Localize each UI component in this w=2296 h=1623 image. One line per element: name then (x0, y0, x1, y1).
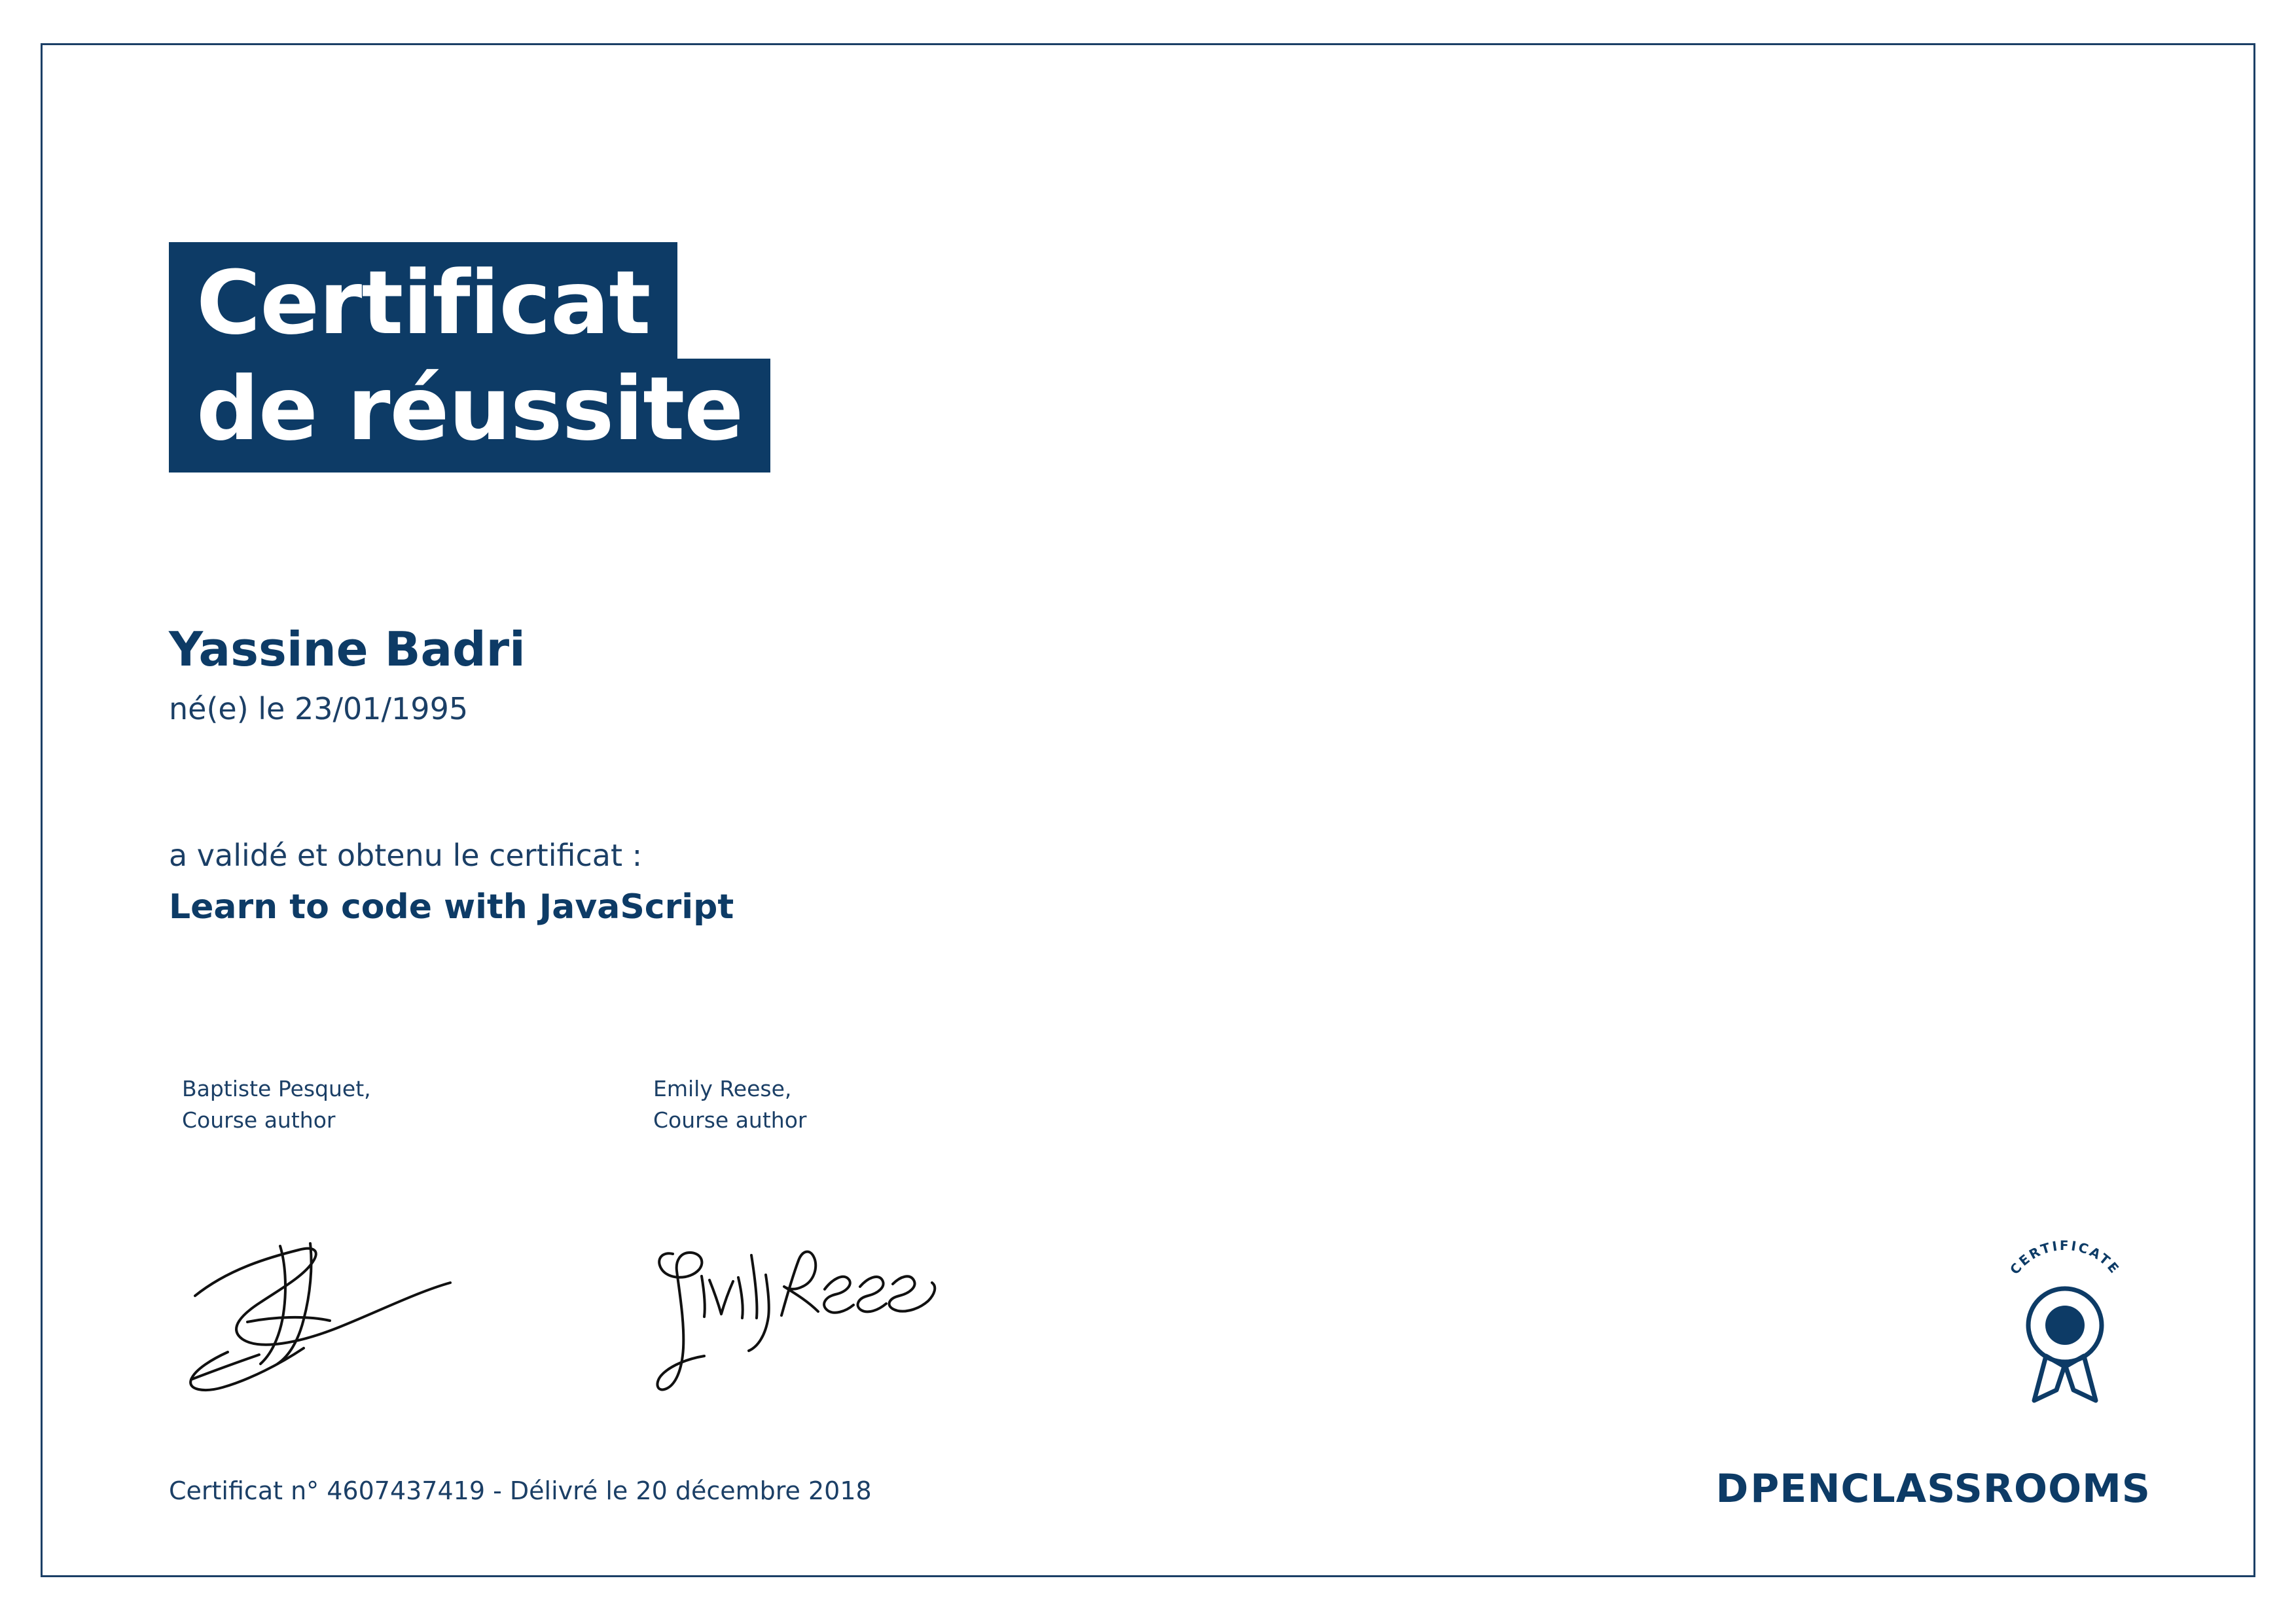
signatory-1-role: Course author (182, 1107, 336, 1133)
certificate-seal-icon (1983, 1237, 2147, 1414)
course-intro-text: a validé et obtenu le certificat : (169, 838, 643, 873)
signatory-1 (182, 1073, 653, 1136)
openclassrooms-logo (1715, 1466, 2151, 1512)
certificate-title-line-1: Certificat (169, 242, 677, 359)
signatories-block (182, 1073, 1229, 1136)
signatory-1-name: Baptiste Pesquet, (182, 1076, 371, 1101)
recipient-block (169, 622, 1609, 726)
recipient-name: Yassine Badri (169, 622, 526, 677)
svg-text:CERTIFICATE: CERTIFICATE (2006, 1237, 2124, 1277)
signature-baptiste-pesquet-icon (182, 1224, 548, 1407)
signatory-2-name: Emily Reese, (653, 1076, 792, 1101)
certificate-title-block (169, 242, 902, 473)
certificate-title-line-2: de réussite (169, 359, 770, 473)
openclassrooms-logo-mark: D (1715, 1466, 1749, 1512)
course-block (169, 838, 1740, 927)
signatory-2-role: Course author (653, 1107, 807, 1133)
openclassrooms-logo-text: PENCLASSROOMS (1750, 1466, 2151, 1512)
signatory-2 (653, 1073, 1124, 1136)
signature-cell-1 (182, 1224, 653, 1420)
course-title: Learn to code with JavaScript (169, 887, 734, 927)
signature-cell-2 (653, 1224, 1124, 1420)
signature-emily-reese-icon (653, 1224, 1020, 1407)
signature-row (182, 1224, 1229, 1433)
recipient-birthdate: né(e) le 23/01/1995 (169, 691, 469, 726)
certificate-number: Certificat n° 4607437419 - Délivré le 20 décembre 2018 (169, 1476, 872, 1505)
